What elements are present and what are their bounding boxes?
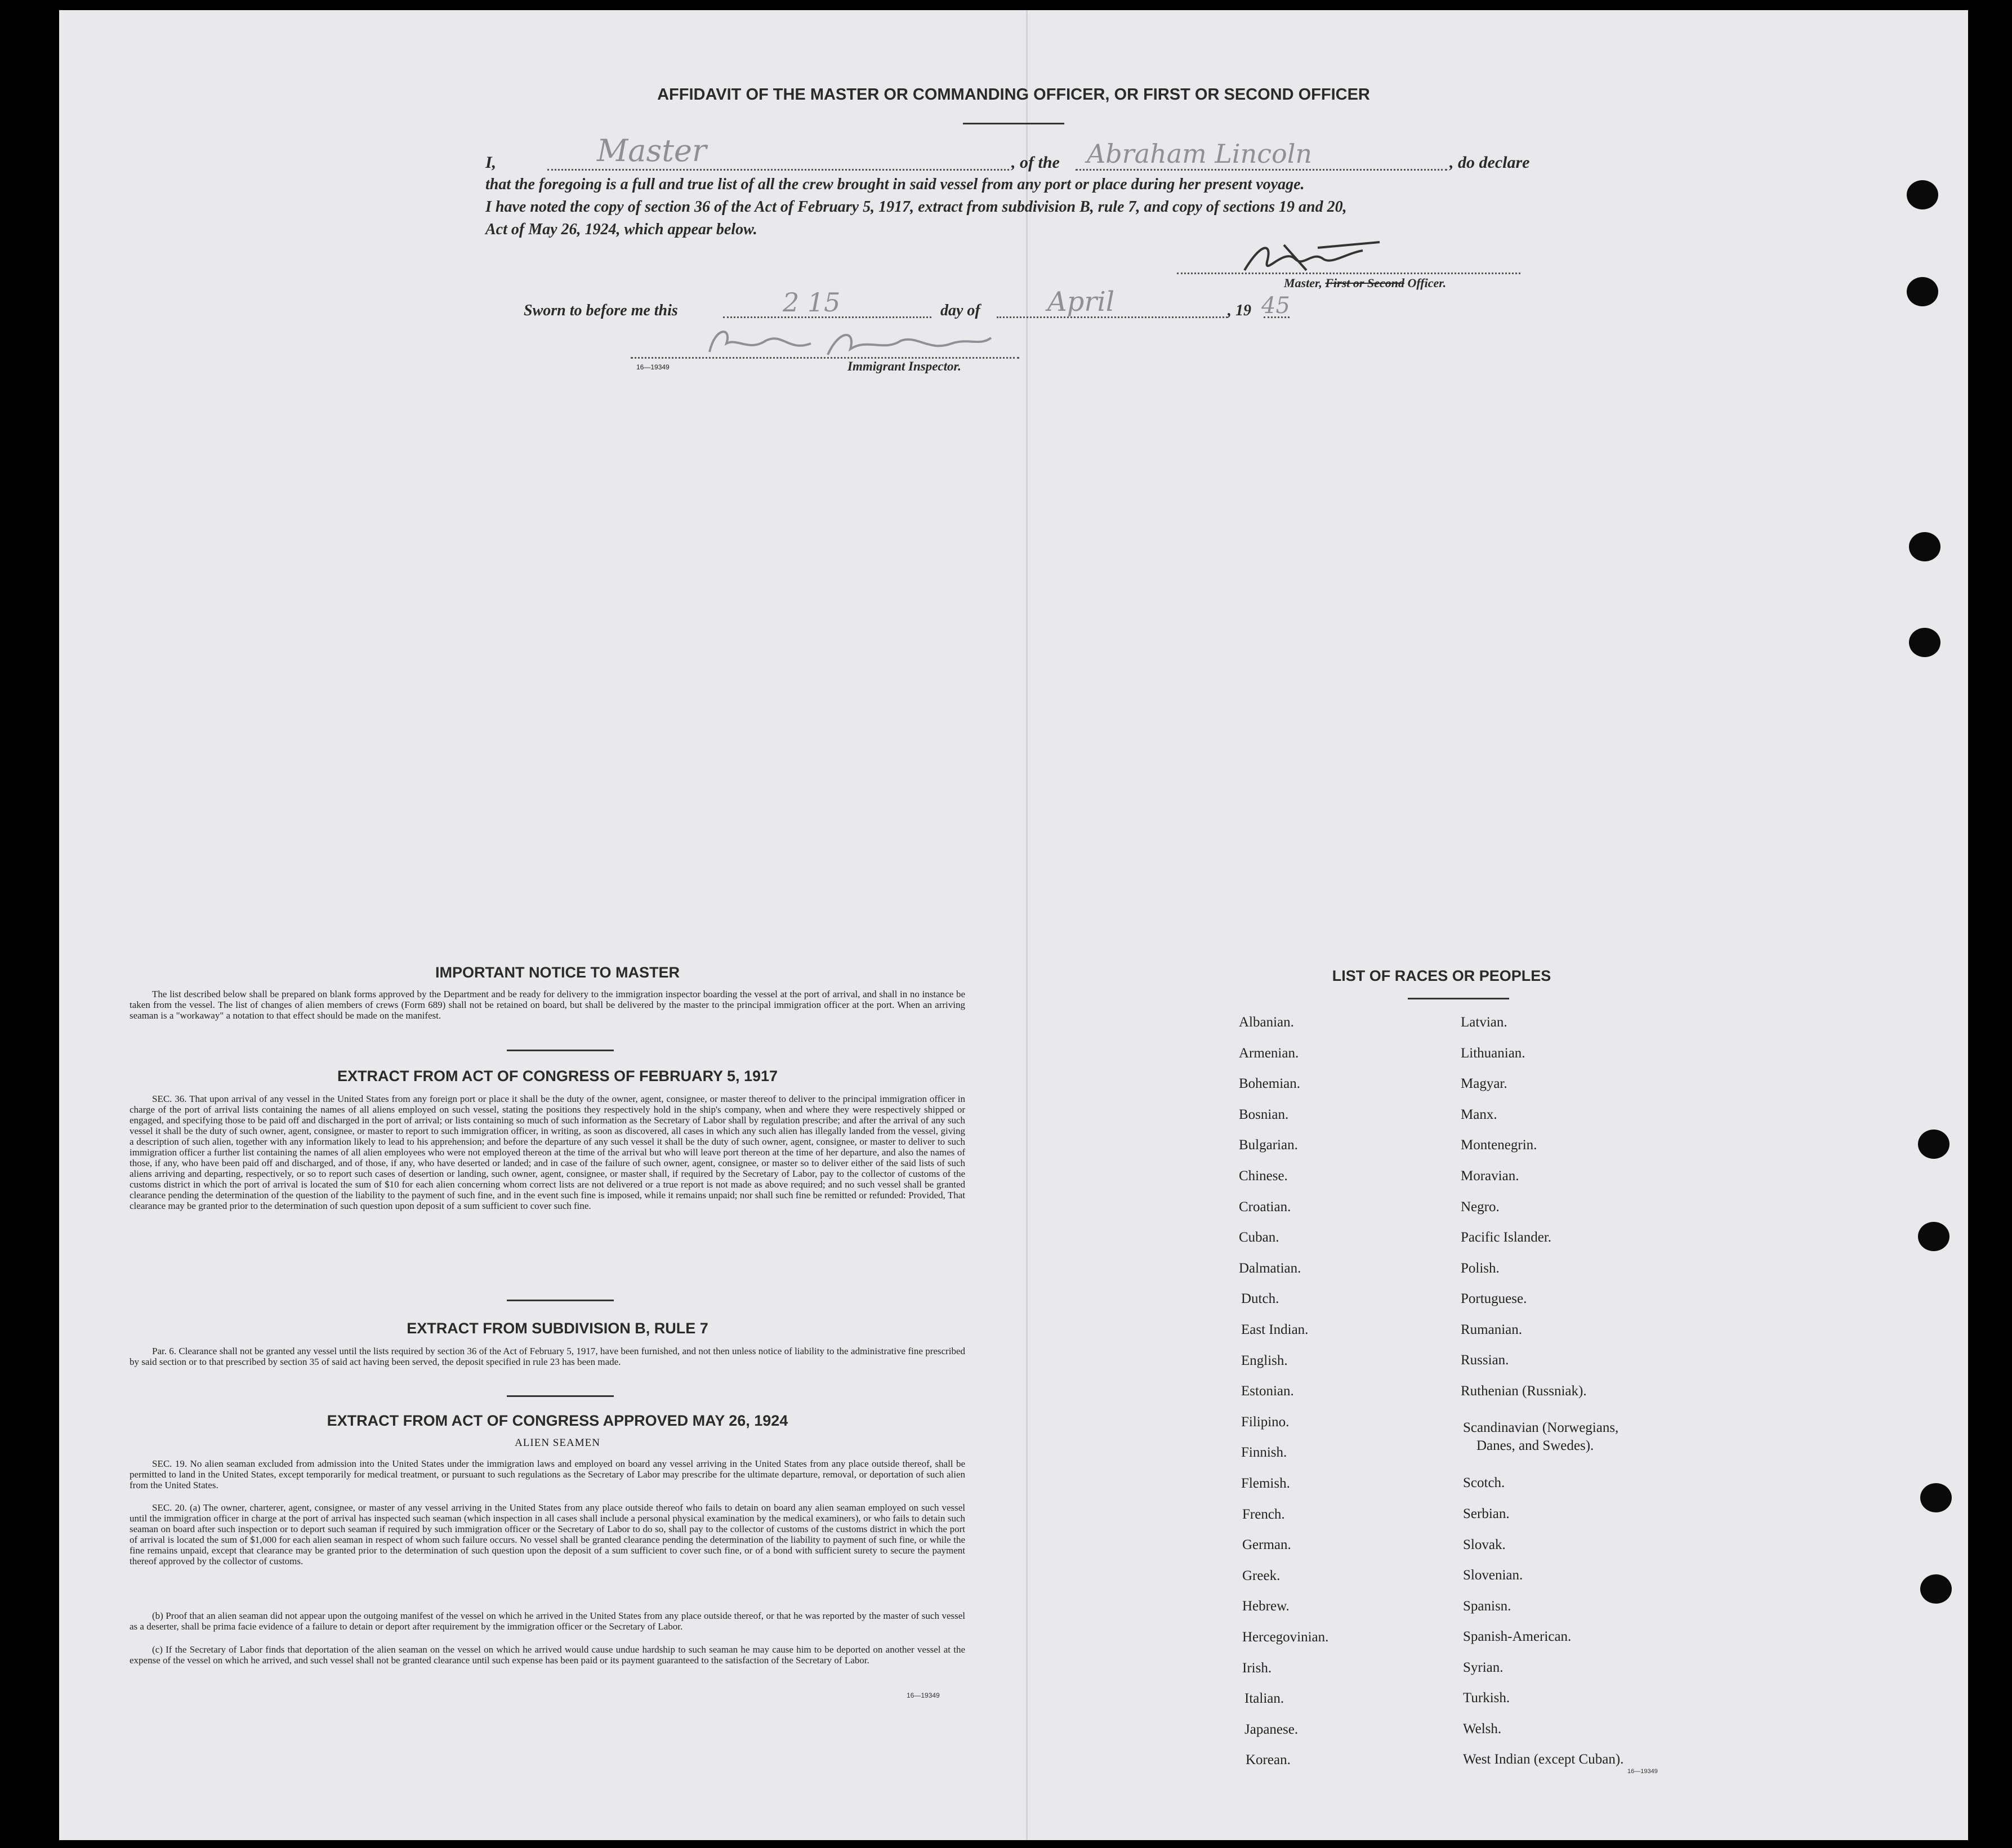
race-item: Croatian.	[1239, 1199, 1291, 1215]
extract-1924-title: EXTRACT FROM ACT OF CONGRESS APPROVED MAY 26, 1924	[327, 1412, 788, 1429]
rank-line	[547, 169, 1009, 171]
extract-1917-title: EXTRACT FROM ACT OF CONGRESS OF FEBRUARY 5, 1917	[337, 1068, 778, 1084]
race-item: West Indian (except Cuban).	[1463, 1752, 1624, 1767]
race-item: Rumanian.	[1461, 1322, 1523, 1337]
race-item: Spanisn.	[1463, 1599, 1511, 1614]
punch-hole	[1907, 180, 1938, 209]
race-item: German.	[1242, 1537, 1291, 1553]
punch-hole	[1918, 1222, 1949, 1251]
punch-hole	[1907, 277, 1938, 306]
notice-body: The list described below shall be prepared on blank forms approved by the Department and be ready for delivery to the immigration inspector boarding the vessel at the port of arrival, and shall in no instance be taken from the vessel. The list of changes of alien members of crews (Form 689) shall not be retained on board, but shall be delivered by the master to the principal immigration officer at the port. When an arriving seaman is a "workaway" a notation to that effect should be made on the manifest.	[130, 989, 965, 1021]
race-item: Dalmatian.	[1239, 1260, 1301, 1276]
divider	[507, 1050, 614, 1051]
punch-hole	[1920, 1574, 1952, 1604]
sec-20b-body: (b) Proof that an alien seaman did not appear upon the outgoing manifest of the vessel on which he arrived in the United States from any place outside thereof, or that he was reported by the master of such vessel as a deserter, shall be prima facie evidence of a failure to detain or deport after requirement by the immigration officer or the Secretary of Labor.	[130, 1610, 965, 1632]
race-item: Serbian.	[1463, 1506, 1510, 1521]
race-item: Irish.	[1242, 1660, 1272, 1676]
affidavit-i: I,	[485, 153, 497, 172]
affidavit-of-the: , of the	[1011, 153, 1060, 172]
race-item: Dutch.	[1241, 1291, 1279, 1307]
divider	[963, 123, 1064, 124]
race-item: Russian.	[1461, 1352, 1509, 1368]
race-item: Welsh.	[1463, 1721, 1502, 1737]
vessel-line	[1076, 169, 1447, 171]
races-title: LIST OF RACES OR PEOPLES	[1332, 967, 1551, 984]
race-item: Bohemian.	[1239, 1076, 1301, 1092]
punch-hole	[1909, 628, 1940, 657]
day-handwritten: 2 15	[783, 287, 841, 318]
notice-title: IMPORTANT NOTICE TO MASTER	[435, 964, 680, 981]
sworn-label: Sworn to before me this	[524, 302, 678, 319]
race-item: Bulgarian.	[1239, 1137, 1298, 1153]
inspector-line	[631, 357, 1019, 359]
year-prefix: , 19	[1228, 302, 1251, 319]
race-item: Scandinavian (Norwegians,	[1463, 1420, 1619, 1435]
master-signature	[1239, 236, 1397, 282]
race-item: Cuban.	[1239, 1230, 1279, 1246]
sec-20c-body: (c) If the Secretary of Labor finds that deportation of the alien seaman on the vessel on which he arrived would cause undue hardship to such seaman he may cause him to be deported on another vessel at the expense of the vessel on which he arrived, and such vessel shall not be granted clearance until such expense has been paid or its payment guaranteed to the satisfaction of the Secretary of Labor.	[130, 1644, 965, 1666]
extract-1924-subtitle: ALIEN SEAMEN	[515, 1437, 600, 1449]
race-item: Greek.	[1242, 1568, 1281, 1583]
race-item: Montenegrin.	[1461, 1137, 1537, 1153]
race-item: Latvian.	[1461, 1015, 1507, 1030]
sec-20a-body: SEC. 20. (a) The owner, charterer, agent, consignee, or master of any vessel arriving in the United States from any place outside thereof who fails to detain on board any alien seaman employed on such vessel until the immigration officer in charge at the port of arrival has inspected such seaman (which inspection in all cases shall include a personal physical examination by the medical examiners), or who fails to detain such seaman on board after such inspection or to deport such seaman if required by such immigration officer or the Secretary of Labor to do so, shall pay to the collector of customs of the customs district in which the port of arrival is located the sum of $1,000 for each alien seaman in respect of whom such failure occurs. No vessel shall be granted clearance pending the determination of the liability to payment of such fine, or while the fine remains unpaid, except that clearance may be granted prior to the determination of such question upon the deposit of a sum sufficient to cover such fine, or of a bond with sufficient surety to secure the payment thereof approved by the collector of customs.	[130, 1502, 965, 1566]
rank-handwritten: Master	[597, 133, 707, 168]
subdivision-b-body: Par. 6. Clearance shall not be granted any vessel until the lists required by section 36 of the Act of February 5, 1917, have been furnished, and not then unless notice of liability to the administrative fine prescribed by said section or to that prescribed by section 35 of said act having been served, the deposit specified in rule 23 has been made.	[130, 1346, 965, 1367]
race-item: East Indian.	[1241, 1322, 1309, 1337]
race-item: Scotch.	[1463, 1475, 1505, 1490]
race-item: Slovak.	[1463, 1537, 1506, 1552]
race-item: Hebrew.	[1242, 1599, 1290, 1614]
race-item: Spanish-American.	[1463, 1629, 1572, 1644]
affidavit-line-2: that the foregoing is a full and true list of all the crew brought in said vessel from any port or place during her present voyage.	[485, 176, 1305, 193]
officer-caption	[1284, 276, 1446, 291]
month-handwritten: April	[1047, 286, 1115, 318]
officer-caption-struck: First or Second	[1325, 276, 1404, 290]
race-item: Pacific Islander.	[1461, 1230, 1552, 1245]
punch-hole	[1918, 1130, 1949, 1159]
affidavit-title: AFFIDAVIT OF THE MASTER OR COMMANDING OFFICER, OR FIRST OR SECOND OFFICER	[657, 86, 1370, 104]
race-item: French.	[1242, 1506, 1285, 1522]
race-item: Magyar.	[1461, 1076, 1507, 1091]
year-handwritten: 45	[1261, 293, 1290, 319]
affidavit-line-3: I have noted the copy of section 36 of the Act of February 5, 1917, extract from subdivision B, rule 7, and copy of sections 19 and 20,	[485, 198, 1347, 216]
race-item: Italian.	[1244, 1691, 1284, 1707]
extract-1917-body: SEC. 36. That upon arrival of any vessel in the United States from any foreign port or place it shall be the duty of the owner, agent, consignee, or master thereof to deliver to the principal immigration officer in charge of the port of arrival lists containing the names of all aliens employed on such vessel, stating the positions they respectively hold in the ship's company, when and where they were respectively shipped or engaged, and specifying those to be paid off and discharged in the port of arrival; or lists containing so much of such information as the Secretary of Labor shall by regulation prescribe; and after the arrival of any such vessel it shall be the duty of such owner, agent, consignee, or master to report to such immigration officer, in writing, as soon as discovered, all cases in which any such alien has illegally landed from the vessel, giving a description of such alien, together with any information likely to lead to his apprehension; and before the departure of any such vessel it shall be the duty of such owner, agent, consignee, or master to deliver to such immigration officer a further list containing the names of all alien employees who were not employed thereon at the time of the arrival but who will leave port thereon at the time of her departure, and also the names of those, if any, who have been paid off and discharged, and of those, if any, who have deserted or landed; and in case of the failure of such owner, agent, consignee, or master so to deliver either of the said lists of such aliens arriving and departing, respectively, or so to report such cases of desertion or landing, such owner, agent, consignee, or master shall, if required by the Secretary of Labor, pay to the collector of customs of the customs district in which the port of arrival is located the sum of $10 for each alien concerning whom correct lists are not delivered or a true report is not made as above required; and no such vessel shall be granted clearance pending the determination of the question of the liability to the payment of such fine, and in the event such fine is imposed, while it remains unpaid; nor shall such fine be remitted or refunded: Provided, That clearance may be granted prior to the determination of such question upon deposit of a sum sufficient to cover such fine.	[130, 1093, 965, 1211]
race-item: Portuguese.	[1461, 1291, 1527, 1306]
race-item: Lithuanian.	[1461, 1046, 1525, 1061]
inspector-caption: Immigrant Inspector.	[847, 359, 961, 373]
form-number-left: 16—19349	[907, 1691, 940, 1699]
race-item: Estonian.	[1241, 1383, 1294, 1399]
page-fold	[1026, 10, 1028, 1840]
officer-caption-master: Master,	[1284, 276, 1326, 290]
divider	[507, 1395, 614, 1397]
inspector-signature	[698, 321, 1002, 360]
race-item: Moravian.	[1461, 1168, 1519, 1184]
race-item: Armenian.	[1239, 1045, 1299, 1061]
affidavit-do-declare: , do declare	[1449, 153, 1530, 172]
race-item: Hercegovinian.	[1242, 1630, 1329, 1645]
race-item: Bosnian.	[1239, 1106, 1289, 1122]
race-item: Slovenian.	[1463, 1568, 1523, 1583]
race-item: Korean.	[1246, 1752, 1291, 1768]
race-item: Ruthenian (Russniak).	[1461, 1383, 1587, 1399]
race-item: Danes, and Swedes).	[1476, 1438, 1594, 1453]
form-number-right: 16—19349	[1627, 1768, 1658, 1775]
race-item: Manx.	[1461, 1107, 1497, 1122]
vessel-handwritten: Abraham Lincoln	[1087, 139, 1313, 169]
master-signature-line	[1177, 273, 1520, 274]
divider	[1408, 998, 1509, 999]
race-item: English.	[1241, 1352, 1288, 1368]
race-item: Albanian.	[1239, 1015, 1294, 1030]
race-item: Japanese.	[1244, 1721, 1299, 1737]
form-number-top: 16—19349	[636, 363, 670, 371]
divider	[507, 1300, 614, 1301]
punch-hole	[1920, 1483, 1952, 1512]
subdivision-b-title: EXTRACT FROM SUBDIVISION B, RULE 7	[407, 1320, 708, 1337]
sec-19-body: SEC. 19. No alien seaman excluded from admission into the United States under the immigration laws and employed on board any vessel arriving in the United States from any place outside thereof, shall be permitted to land in the United States, except temporarily for medical treatment, or pursuant to such regulations as the Secretary of Labor may prescribe for the ultimate departure, removal, or deportation of such alien from the United States.	[130, 1458, 965, 1490]
race-item: Chinese.	[1239, 1168, 1288, 1184]
race-item: Polish.	[1461, 1261, 1500, 1276]
race-item: Turkish.	[1463, 1690, 1510, 1706]
race-item: Syrian.	[1463, 1660, 1504, 1675]
officer-caption-end: Officer.	[1404, 276, 1447, 290]
affidavit-line-4: Act of May 26, 1924, which appear below.	[485, 221, 757, 238]
race-item: Finnish.	[1241, 1445, 1287, 1461]
punch-hole	[1909, 532, 1940, 561]
day-of-label: day of	[940, 302, 980, 319]
race-item: Filipino.	[1241, 1414, 1290, 1430]
race-item: Flemish.	[1241, 1476, 1290, 1491]
race-item: Negro.	[1461, 1199, 1500, 1215]
